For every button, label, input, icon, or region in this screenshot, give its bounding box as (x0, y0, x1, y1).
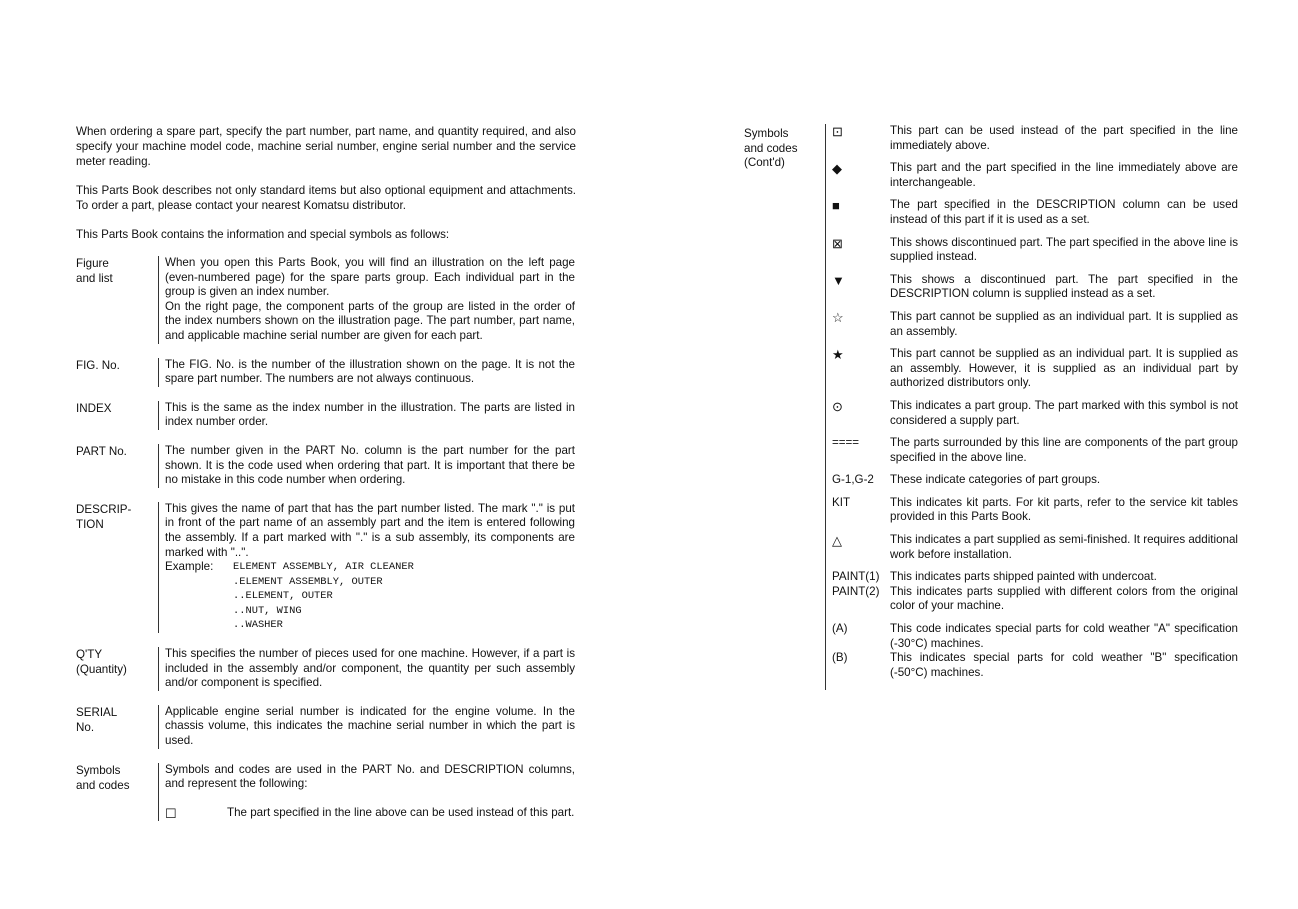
symbol-code: (A) (832, 622, 848, 636)
section-label: PART No. (76, 444, 127, 458)
symbol-row (832, 399, 1238, 428)
symbol-row (832, 622, 1238, 651)
symbol-code: PAINT(1) (832, 570, 880, 584)
symbol-text: This part cannot be supplied as an individual part. It is supplied as an assembly. However, it is supplied as an individual part by authorized distributors only. (890, 347, 1238, 390)
section-label: Figure and list (76, 257, 113, 285)
crossed-square-icon: ⊠ (832, 235, 843, 251)
symbol-text: This shows a discontinued part. The part specified in the DESCRIPTION column is supplied instead as a set. (890, 272, 1238, 301)
section-figure-list (76, 256, 576, 344)
symbol-row (832, 161, 1238, 190)
section-body (158, 647, 575, 691)
example-line: ELEMENT ASSEMBLY, AIR CLEANER (233, 561, 414, 574)
example-line: .ELEMENT ASSEMBLY, OUTER (233, 575, 383, 588)
section-body (158, 444, 575, 488)
symbol-list (832, 124, 1238, 680)
symbol-row (832, 198, 1238, 227)
double-line-icon: ==== (832, 436, 860, 450)
symbol-row (832, 236, 1238, 265)
symbol-row (832, 273, 1238, 302)
intro-paragraph: When ordering a spare part, specify the part number, part name, and quantity required, and also specify your machine model code, machine serial number, engine serial number and the service meter reading. (76, 125, 576, 168)
symbol-text: This indicates special parts for cold weather "B" specification (-50°C) machines. (890, 651, 1238, 679)
symbol-row (832, 310, 1238, 339)
section-text: This gives the name of part that has the part number listed. The mark "." is put in front of the part name of an assembly part and the item is entered following the assembly. If a part marked with "." is a sub assembly, its components are marked with "..". (165, 501, 575, 559)
symbols-cont-label: Symbols and codes (Cont'd) (744, 127, 798, 170)
section-text: On the right page, the component parts of the group are listed in the order of the index numbers shown on the illustration page. The part number, part name, and applicable machine serial number are given for each part. (165, 299, 575, 342)
section-description (76, 502, 576, 633)
section-text: The FIG. No. is the number of the illustration shown on the page. It is not the spare part number. The numbers are not always continuous. (165, 357, 575, 386)
section-text: This is the same as the index number in the illustration. The parts are listed in index number order. (165, 400, 575, 429)
section-body (158, 705, 575, 749)
symbol-row (832, 533, 1238, 562)
symbol-row (832, 473, 1238, 488)
section-label: Q'TY (Quantity) (76, 648, 127, 677)
section-label: SERIAL No. (76, 705, 118, 734)
symbol-text: This indicates a part group. The part marked with this symbol is not considered a supply part. (890, 398, 1238, 427)
intro-paragraph: This Parts Book describes not only standard items but also optional equipment and attachments. To order a part, please contact your nearest Komatsu distributor. (76, 184, 576, 212)
symbol-text: This shows discontinued part. The part specified in the above line is supplied instead. (890, 235, 1238, 264)
diamond-icon: ◆ (832, 161, 842, 177)
symbol-row (832, 570, 1238, 585)
example-lines (233, 560, 414, 633)
outline-star-icon: ☆ (832, 309, 844, 325)
symbol-text: The parts surrounded by this line are components of the part group specified in the above line. (890, 436, 1238, 464)
section-body (158, 763, 575, 821)
square-icon: ☐ (165, 805, 177, 821)
symbol-row (832, 585, 1238, 614)
left-page (76, 124, 576, 821)
intro-paragraph: This Parts Book contains the information and special symbols as follows: (76, 228, 450, 241)
section-text: Applicable engine serial number is indicated for the engine volume. In the chassis volume, this indicates the machine serial number in which the part is used. (165, 704, 575, 748)
section-qty (76, 647, 576, 691)
section-index (76, 401, 576, 430)
symbol-row (165, 806, 575, 821)
symbol-text: This indicates a part supplied as semi-finished. It requires additional work before installation. (890, 533, 1238, 561)
symbol-text: This indicates kit parts. For kit parts, refer to the service kit tables provided in this Parts Book. (890, 495, 1238, 524)
symbol-row (832, 347, 1238, 391)
section-fig-no (76, 358, 576, 387)
section-label: FIG. No. (76, 358, 120, 372)
section-text: The number given in the PART No. column is the part number for the part shown. It is the code used when ordering that part. It is important that there be no mistake in this code number when ordering. (165, 443, 575, 487)
symbol-row (832, 436, 1238, 465)
example-line: ..ELEMENT, OUTER (233, 590, 333, 603)
section-text: This specifies the number of pieces used for one machine. However, if a part is included in the assembly and/or component, the quantity per such assembly and/or component is specified. (165, 647, 575, 690)
down-triangle-icon: ▼ (832, 272, 845, 288)
symbol-text: This code indicates special parts for cold weather "A" specification (-30°C) machines. (890, 622, 1238, 650)
section-serial-no (76, 705, 576, 749)
example-line: ..NUT, WING (233, 604, 302, 617)
symbol-text: These indicate categories of part groups. (890, 473, 1101, 487)
symbol-code: G-1,G-2 (832, 473, 874, 487)
example-label: Example: (165, 560, 214, 574)
example-block (165, 560, 575, 633)
filled-square-icon: ■ (832, 198, 840, 214)
section-body (158, 358, 575, 387)
symbol-row (832, 124, 1238, 153)
circled-dot-icon: ⊙ (832, 398, 843, 414)
section-text: When you open this Parts Book, you will find an illustration on the left page (even-numbered page) for the spare parts group. Each individual part in the group is given an index number. (165, 256, 575, 299)
symbol-row (832, 651, 1238, 680)
section-label: Symbols and codes (76, 763, 130, 792)
symbol-text: This indicates parts supplied with different colors from the original color of your machine. (890, 584, 1238, 613)
symbol-text: The part specified in the DESCRIPTION column can be used instead of this part if it is used as a set. (890, 198, 1238, 226)
example-line: ..WASHER (233, 619, 283, 632)
divider-line (825, 124, 826, 690)
symbol-code: KIT (832, 495, 851, 509)
symbol-text: This part cannot be supplied as an individual part. It is supplied as an assembly. (890, 309, 1238, 338)
outline-triangle-icon: △ (832, 533, 842, 549)
section-body (158, 256, 575, 344)
dot-square-icon: ⊡ (832, 124, 843, 139)
section-body (158, 502, 575, 633)
section-part-no (76, 444, 576, 488)
section-label: INDEX (76, 401, 112, 415)
symbol-code: (B) (832, 651, 848, 665)
symbol-text: This part can be used instead of the part specified in the line immediately above. (890, 124, 1238, 152)
section-label: DESCRIP- TION (76, 502, 132, 531)
symbol-code: PAINT(2) (832, 584, 880, 598)
symbol-row (832, 496, 1238, 525)
section-symbols (76, 763, 576, 821)
symbol-text: This indicates parts shipped painted with undercoat. (890, 570, 1157, 584)
symbol-text: The part specified in the line above can be used instead of this part. (227, 805, 575, 819)
symbol-text: This part and the part specified in the line immediately above are interchangeable. (890, 161, 1238, 189)
section-text: Symbols and codes are used in the PART No. and DESCRIPTION columns, and represent the following: (165, 762, 575, 791)
section-body (158, 401, 575, 430)
filled-star-icon: ★ (832, 347, 844, 363)
